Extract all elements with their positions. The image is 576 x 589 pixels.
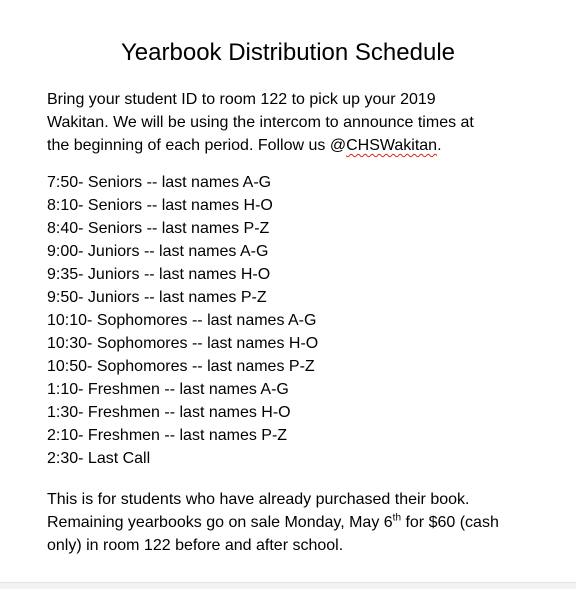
schedule-item: 2:30- Last Call — [47, 450, 151, 467]
intro-line-1: Bring your student ID to room 122 to pick up your 2019 — [47, 91, 436, 108]
schedule-item: 1:30- Freshmen -- last names H-O — [47, 404, 291, 421]
schedule-item: 2:10- Freshmen -- last names P-Z — [47, 427, 288, 444]
closing-line-2-text: Remaining yearbooks go on sale Monday, May 6 — [47, 514, 393, 531]
closing-line-2 — [47, 511, 567, 534]
schedule-item: 9:00- Juniors -- last names A-G — [47, 243, 269, 260]
intro-line-3-text: the beginning of each period. Follow us @ — [47, 137, 347, 154]
schedule-item: 9:35- Juniors -- last names H-O — [47, 266, 271, 283]
intro-line-2: Wakitan. We will be using the intercom to announce times at — [47, 114, 474, 131]
closing-paragraph — [47, 488, 567, 557]
schedule-item: 1:10- Freshmen -- last names A-G — [47, 381, 289, 398]
closing-line-3: only) in room 122 before and after school. — [47, 537, 344, 554]
closing-line-2-end: for $60 (cash — [401, 514, 499, 531]
closing-line-1: This is for students who have already purchased their book. — [47, 491, 470, 508]
intro-line-3 — [47, 134, 567, 157]
social-handle: CHSWakitan — [346, 137, 438, 154]
schedule-list — [47, 171, 318, 470]
page-title: Yearbook Distribution Schedule — [121, 39, 455, 66]
schedule-item: 10:30- Sophomores -- last names H-O — [47, 335, 319, 352]
schedule-item: 9:50- Juniors -- last names P-Z — [47, 289, 267, 306]
schedule-item: 10:50- Sophomores -- last names P-Z — [47, 358, 315, 375]
schedule-item: 8:40- Seniors -- last names P-Z — [47, 220, 270, 237]
intro-line-3-end: . — [437, 137, 442, 154]
ordinal-suffix: th — [392, 512, 402, 524]
schedule-item: 7:50- Seniors -- last names A-G — [47, 174, 272, 191]
page-bottom-edge — [0, 582, 576, 589]
schedule-item: 10:10- Sophomores -- last names A-G — [47, 312, 317, 329]
schedule-item: 8:10- Seniors -- last names H-O — [47, 197, 273, 214]
intro-paragraph — [47, 88, 567, 157]
